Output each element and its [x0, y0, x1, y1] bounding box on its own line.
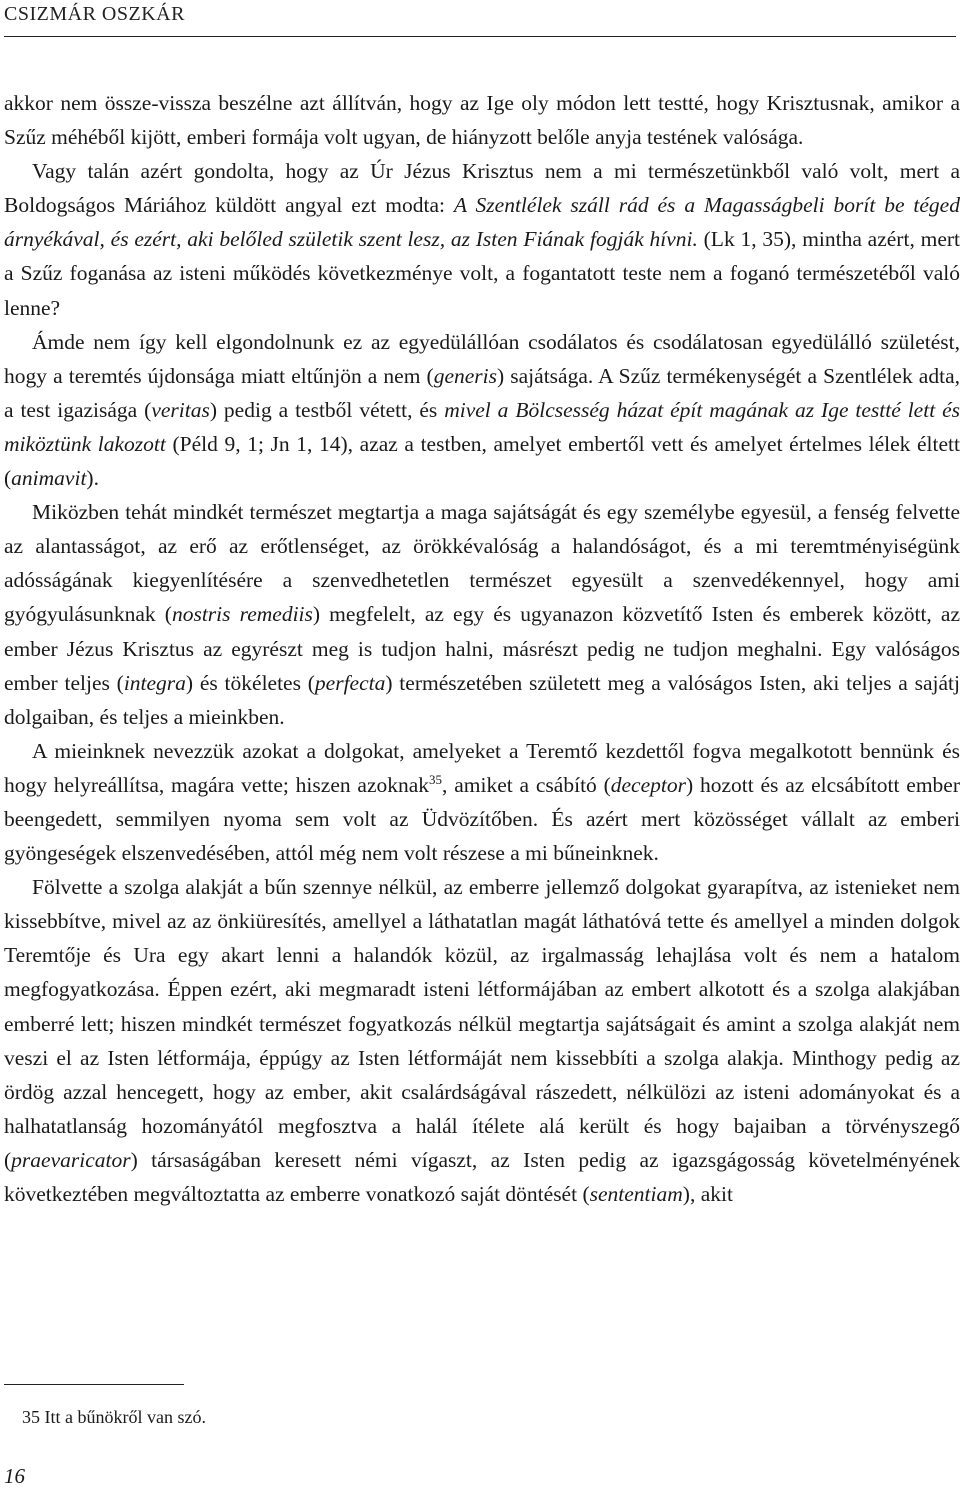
- text-run: A mieinknek nevezzük azokat a dolgokat, amelyeket a Teremtő kezdettől fogva megalkotott bennünk és hogy helyreállítsa, magára vette; hiszen azoknak: [4, 738, 960, 797]
- text-run: akkor nem össze-vissza beszélne azt állítván, hogy az Ige oly módon lett testté, hogy Krisztusnak, amikor a Szűz méhéből kijött, emberi formája volt ugyan, de hiányzott belőle anyja testének valósága.: [4, 91, 960, 150]
- running-title: CSIZMÁR OSZKÁR: [4, 3, 185, 25]
- text-run: ) társaságában keresett némi vígaszt, az Isten pedig az igazsgágosság követelményének következtében megváltoztatta az emberre vonatkozó saját döntését (: [4, 1147, 960, 1206]
- text-run: ) megfelelt, az egy és ugyanazon közvetítő Isten és emberek között, az ember Jézus Krisztus az egyrészt meg is tudjon halni, másrészt pedig ne tudjon meghalni. Egy valóságos ember teljes (: [4, 602, 960, 695]
- italic-text: perfecta: [314, 670, 386, 695]
- italic-text: praevaricator: [11, 1147, 131, 1172]
- paragraph: [4, 325, 960, 495]
- text-run: Fölvette a szolga alakját a bűn szennye nélkül, az emberre jellemző dolgokat gyarapítva, az istenieket nem kissebbítve, mivel az az önkiüresítés, amellyel a láthatatlan magát láthatóvá tette és amellyel a minden dolgok Teremtője és Ura egy akart lenni a halandók közül, az irgalmasság lehajlása volt és nem a hatalom megfogyatkozása. Éppen ezért, aki megmaradt isteni létformájában az embert alkotott és a szolga alakjában emberré lett; hiszen mindkét természet fogyatkozás nélkül megtartja sajátságait és amint a szolga alakját nem veszi el az Isten létformája, éppúgy az Isten létformáját nem kissebbíti a szolga alakja. Minthogy pedig az ördög azzal hencegett, hogy az ember, akit csalárdságával rászedett, nélkülözi az isteni adományokat és a halhatatlanság hozományától megfosztva a halál ítélete alá került és hogy bajaiban a törvényszegő (: [4, 875, 960, 1172]
- footnote-text: 35 Itt a bűnökről van szó.: [22, 1407, 206, 1427]
- italic-text: generis: [433, 363, 498, 388]
- text-run: (Lk 1, 35), mintha azért, mert a Szűz foganása az isteni működés következménye volt, a fogantatott teste nem a foganó természetéből való lenne?: [4, 227, 960, 320]
- footnote-divider: [4, 1384, 184, 1385]
- text-run: Vagy talán azért gondolta, hogy az Úr Jézus Krisztus nem a mi természetünkből való volt, mert a Boldogságos Máriához küldött angyal ezt modta:: [4, 159, 960, 218]
- text-run: ) hozott és az elcsábított ember beengedett, semmilyen nyoma sem volt az Üdvözítőben. És azért mert közösséget vállalt az emberi gyöngeségek elszenvedésében, attól még nem volt részese a mi bűneinknek.: [4, 772, 960, 866]
- paragraph: [4, 495, 960, 734]
- text-run: , amiket a csábító (: [442, 772, 611, 797]
- italic-text: sententiam: [589, 1182, 683, 1206]
- main-text: [4, 86, 960, 1211]
- italic-text: veritas: [151, 397, 210, 422]
- paragraph: [4, 870, 960, 1211]
- text-run: ), akit: [682, 1182, 733, 1206]
- text-run: ).: [86, 466, 99, 491]
- text-run: ) természetében született meg a valóságos Isten, aki teljes a sajátj dolgaiban, és teljes a mieinkben.: [4, 670, 960, 729]
- paragraph: [4, 86, 960, 154]
- italic-text: integra: [123, 670, 186, 695]
- text-run: (Péld 9, 1; Jn 1, 14), azaz a testben, amelyet embertől vett és amelyet értelmes lélek éltett (: [4, 431, 960, 491]
- paragraph: [4, 154, 960, 324]
- italic-text: nostris remediis: [171, 602, 313, 627]
- italic-text: deceptor: [610, 772, 686, 797]
- running-header: [4, 0, 956, 37]
- page-number: 16: [4, 1464, 25, 1488]
- text-run: Miközben tehát mindkét természet megtartja a maga sajátságát és egy személybe egyesül, a fenség felvette az alantasságot, az erő az erőtlenséget, az örökkévalóság a halandóságot, és a mi teremtményiségünk adósságának kiegyenlítésére a szenvedhetetlen természet egyesült a szenvedékennyel, hogy ami gyógyulásunknak (: [4, 500, 960, 627]
- text-run: ) pedig a testből vétett, és: [209, 397, 445, 422]
- footnote: [22, 1404, 922, 1430]
- italic-text: A Szentlélek száll rád és a Magasságbeli borít be téged árnyékával, és ezért, aki belőled születik szent lesz, az Isten Fiának fogják hívni.: [4, 193, 960, 252]
- italic-text: animavit: [11, 466, 87, 491]
- footnote-ref: 35: [429, 771, 443, 787]
- text-run: Ámde nem így kell elgondolnunk ez az egyedülállóan csodálatos és csodálatosan egyedülálló születést, hogy a teremtés újdonsága miatt eltűnjön a nem (: [4, 329, 960, 388]
- text-run: ) sajátsága. A Szűz termékenységét a Szentlélek adta, a test igazisága (: [4, 363, 960, 422]
- italic-text: mivel a Bölcsesség házat épít magának az Ige testté lett és miköztünk lakozott: [4, 397, 960, 456]
- paragraph: [4, 734, 960, 870]
- text-run: ) és tökéletes (: [185, 670, 315, 695]
